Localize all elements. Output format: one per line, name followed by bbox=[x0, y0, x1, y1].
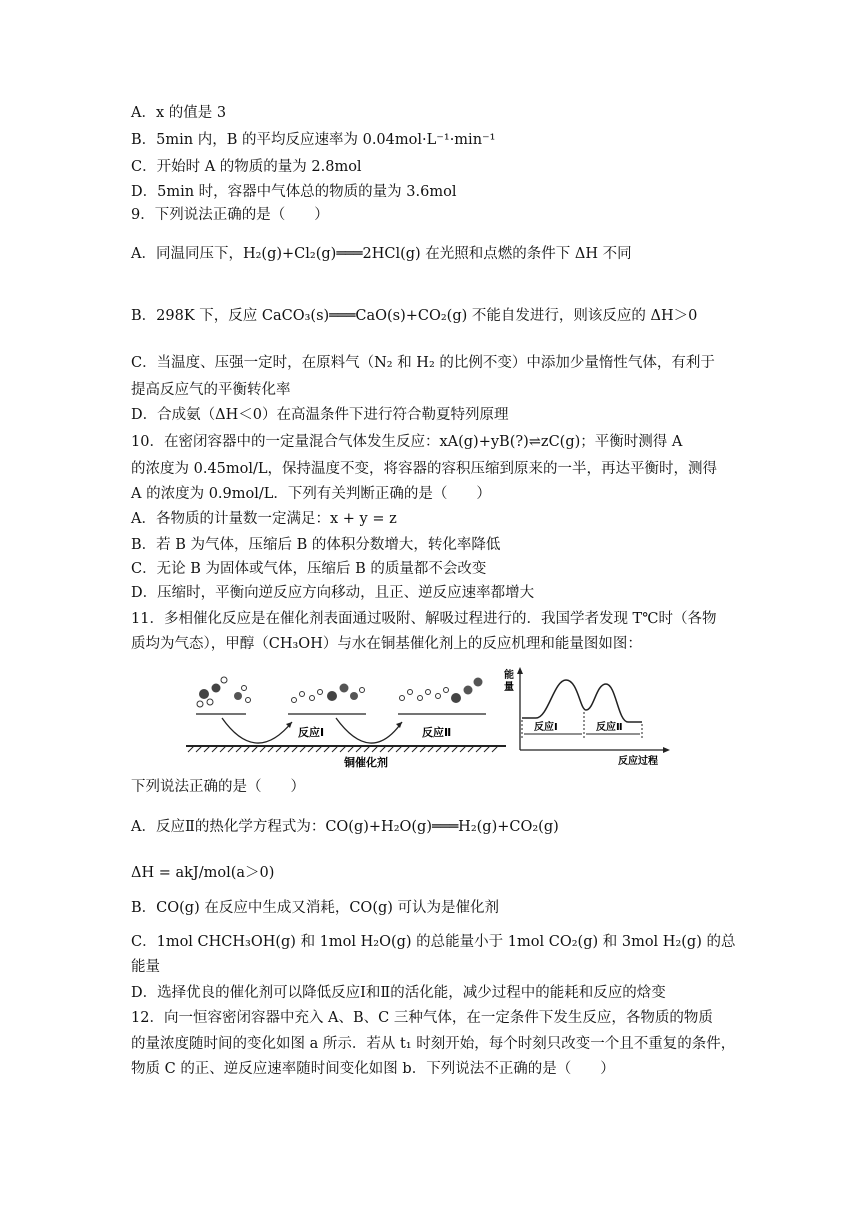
molecule-group-1 bbox=[196, 677, 251, 714]
step1-label: 反应Ⅰ bbox=[298, 726, 325, 739]
text-line-l26: D．选择优良的催化剂可以降低反应Ⅰ和Ⅱ的活化能，减少过程中的能耗和反应的焓变 bbox=[131, 985, 666, 1001]
text-line-l4: D．5min 时，容器中气体总的物质的量为 3.6mol bbox=[131, 184, 457, 200]
text-line-l24: C．1mol CHCH₃OH(g) 和 1mol H₂O(g) 的总能量小于 1mol CO₂(g) 和 3mol H₂(g) 的总 bbox=[131, 934, 736, 950]
seg2-label: 反应Ⅱ bbox=[596, 722, 623, 733]
step2-label: 反应Ⅱ bbox=[422, 726, 452, 739]
text-line-l9: 提高反应气的平衡转化率 bbox=[131, 382, 291, 398]
text-line-l28: 的量浓度随时间的变化如图 a 所示．若从 t₁ 时刻开始，每个时刻只改变一个且不重复的条件， bbox=[131, 1036, 736, 1052]
text-line-l20: 下列说法正确的是（ ） bbox=[131, 779, 305, 795]
text-line-l1: A．x 的值是 3 bbox=[131, 105, 227, 121]
arc-2 bbox=[336, 718, 402, 743]
text-line-l7: B．298K 下，反应 CaCO₃(s)═══CaO(s)+CO₂(g) 不能自发进行，则该反应的 ΔH＞0 bbox=[131, 308, 698, 324]
arc-1 bbox=[222, 718, 292, 743]
energy-curve bbox=[522, 680, 642, 722]
seg1-label: 反应Ⅰ bbox=[534, 722, 558, 733]
text-line-l17: D．压缩时，平衡向逆反应方向移动，且正、逆反应速率都增大 bbox=[131, 585, 535, 601]
text-line-l22: ΔH = akJ/mol(a＞0) bbox=[131, 865, 275, 881]
catalyst-label: 铜催化剂 bbox=[344, 756, 388, 769]
text-line-l23: B．CO(g) 在反应中生成又消耗，CO(g) 可认为是催化剂 bbox=[131, 900, 500, 916]
text-line-l16: C．无论 B 为固体或气体，压缩后 B 的质量都不会改变 bbox=[131, 561, 487, 577]
text-line-l14: A．各物质的计量数一定满足：x + y = z bbox=[131, 511, 397, 527]
text-line-l5: 9．下列说法正确的是（ ） bbox=[131, 207, 329, 223]
text-line-l19: 质均为气态），甲醇（CH₃OH）与水在铜基催化剂上的反应机理和能量图如图： bbox=[131, 636, 642, 652]
text-line-l29: 物质 C 的正、逆反应速率随时间变化如图 b．下列说法不正确的是（ ） bbox=[131, 1061, 615, 1077]
reaction-mechanism-figure bbox=[186, 666, 672, 770]
text-line-l8: C．当温度、压强一定时，在原料气（N₂ 和 H₂ 的比例不变）中添加少量惰性气体，有利于 bbox=[131, 355, 715, 371]
process-label: 反应过程 bbox=[618, 756, 658, 767]
text-line-l21: A．反应Ⅱ的热化学方程式为：CO(g)+H₂O(g)═══H₂(g)+CO₂(g) bbox=[131, 819, 559, 835]
text-line-l11: 10．在密闭容器中的一定量混合气体发生反应：xA(g)+yB(?)⇌zC(g)；平衡时测得 A bbox=[131, 434, 683, 450]
energy-label-1: 能 bbox=[504, 670, 514, 681]
text-line-l25: 能量 bbox=[131, 959, 160, 975]
text-line-l12: 的浓度为 0.45mol/L，保持温度不变，将容器的容积压缩到原来的一半，再达平衡时，测得 bbox=[131, 461, 718, 477]
text-line-l2: B．5min 内，B 的平均反应速率为 0.04mol·L⁻¹·min⁻¹ bbox=[131, 132, 496, 148]
energy-diagram bbox=[504, 667, 670, 767]
text-line-l27: 12．向一恒容密闭容器中充入 A、B、C 三种气体，在一定条件下发生反应，各物质的物质 bbox=[131, 1010, 713, 1026]
text-line-l13: A 的浓度为 0.9mol/L．下列有关判断正确的是（ ） bbox=[131, 486, 491, 502]
text-line-l3: C．开始时 A 的物质的量为 2.8mol bbox=[131, 159, 362, 175]
text-line-l10: D．合成氨（ΔH＜0）在高温条件下进行符合勒夏特列原理 bbox=[131, 407, 509, 423]
text-line-l18: 11．多相催化反应是在催化剂表面通过吸附、解吸过程进行的．我国学者发现 T℃时（各物 bbox=[131, 611, 717, 627]
text-line-l6: A．同温同压下，H₂(g)+Cl₂(g)═══2HCl(g) 在光照和点燃的条件下 ΔH 不同 bbox=[131, 246, 632, 262]
energy-label-2: 量 bbox=[504, 682, 514, 693]
molecule-group-2 bbox=[288, 684, 366, 715]
text-line-l15: B．若 B 为气体，压缩后 B 的体积分数增大，转化率降低 bbox=[131, 537, 501, 553]
molecule-group-3 bbox=[398, 678, 486, 715]
